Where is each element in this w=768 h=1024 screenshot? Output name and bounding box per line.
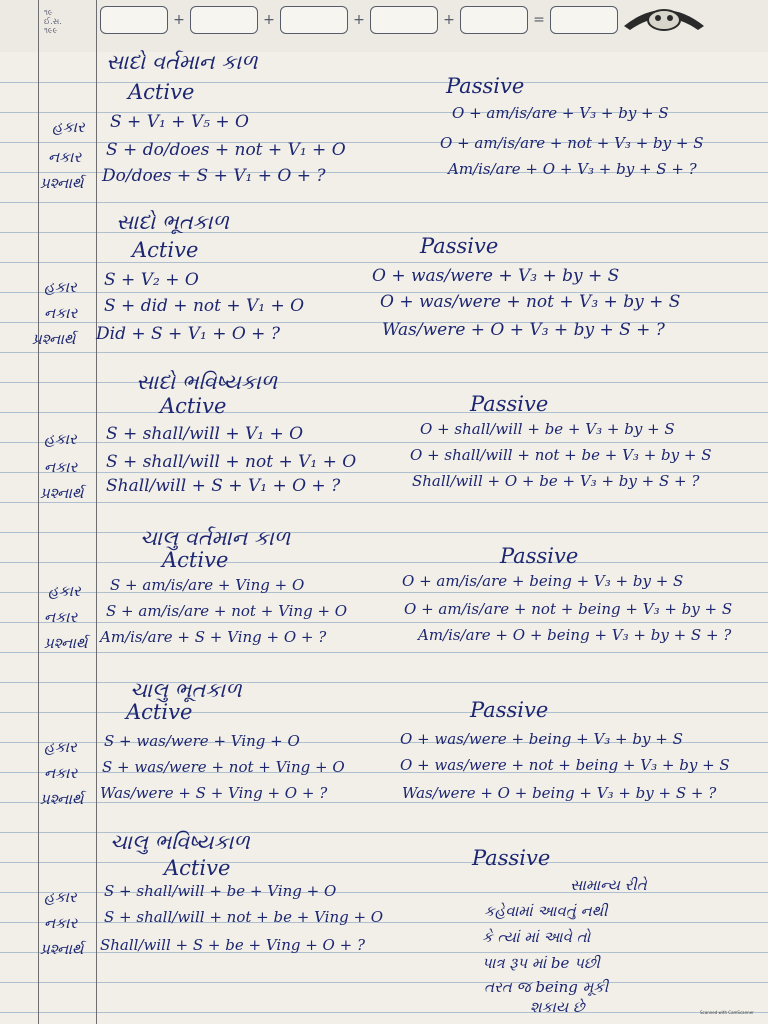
row-label: હકાર	[48, 582, 81, 600]
plus-sign: +	[443, 12, 455, 28]
section-title: સાદો વર્તમાન કાળ	[106, 50, 258, 74]
plus-sign: +	[353, 12, 365, 28]
passive-formula: O + am/is/are + V₃ + by + S	[452, 104, 669, 122]
active-formula: S + do/does + not + V₁ + O	[106, 140, 346, 160]
passive-formula: Was/were + O + being + V₃ + by + S + ?	[402, 784, 717, 802]
scanner-caption: Scanned with CamScanner	[700, 1010, 754, 1015]
active-formula: S + am/is/are + not + Ving + O	[106, 602, 348, 620]
passive-heading: Passive	[420, 234, 499, 258]
row-label: નકાર	[44, 608, 78, 626]
row-label: હકાર	[44, 888, 77, 906]
passive-formula: Am/is/are + O + being + V₃ + by + S + ?	[418, 626, 732, 644]
active-formula: S + V₁ + V₅ + O	[110, 112, 249, 132]
passive-formula: O + am/is/are + not + V₃ + by + S	[440, 134, 704, 152]
corner-mark: ૧૯ ઈ.સ. ૧૯૯	[44, 8, 62, 35]
active-heading: Active	[160, 394, 227, 418]
active-heading: Active	[128, 80, 195, 104]
margin-line-outer	[38, 0, 39, 1024]
header-box	[460, 6, 528, 34]
active-formula: S + shall/will + not + V₁ + O	[106, 452, 357, 472]
header-box	[550, 6, 618, 34]
row-label: પ્રશ્નાર્થ	[44, 634, 88, 652]
row-label: નકાર	[44, 914, 78, 932]
header-box-row	[100, 6, 618, 34]
active-formula: S + V₂ + O	[104, 270, 199, 290]
note-line: કહેવામાં આવતું નથી	[484, 902, 608, 920]
equals-sign: =	[533, 12, 545, 28]
active-formula: S + was/were + Ving + O	[104, 732, 300, 750]
note-line: સામાન્ય રીતે	[570, 876, 647, 894]
section-title: સાદો ભૂતકાળ	[116, 210, 229, 234]
active-formula: S + shall/will + not + be + Ving + O	[104, 908, 384, 926]
row-label: પ્રશ્નાર્થ	[40, 484, 84, 502]
passive-formula: Was/were + O + V₃ + by + S + ?	[382, 320, 665, 340]
header-box	[280, 6, 348, 34]
passive-heading: Passive	[446, 74, 525, 98]
section-title: ચાલુ ભવિષ્યકાળ	[110, 830, 250, 854]
row-label: પ્રશ્નાર્થ	[40, 174, 84, 192]
passive-heading: Passive	[470, 698, 549, 722]
row-label: હકાર	[44, 430, 77, 448]
header-box	[190, 6, 258, 34]
header-box	[100, 6, 168, 34]
margin-line-inner	[96, 0, 97, 1024]
passive-formula: O + was/were + not + being + V₃ + by + S	[400, 756, 730, 774]
active-formula: Shall/will + S + V₁ + O + ?	[106, 476, 341, 496]
active-formula: Do/does + S + V₁ + O + ?	[102, 166, 326, 186]
active-formula: S + shall/will + be + Ving + O	[104, 882, 337, 900]
passive-formula: O + am/is/are + not + being + V₃ + by + S	[404, 600, 733, 618]
row-label: પ્રશ્નાર્થ	[32, 330, 76, 348]
passive-formula: O + was/were + being + V₃ + by + S	[400, 730, 683, 748]
passive-formula: O + was/were + V₃ + by + S	[372, 266, 620, 286]
section-title: સાદો ભવિષ્યકાળ	[136, 370, 278, 394]
active-heading: Active	[162, 548, 229, 572]
passive-formula: O + am/is/are + being + V₃ + by + S	[402, 572, 684, 590]
active-heading: Active	[164, 856, 231, 880]
active-formula: Shall/will + S + be + Ving + O + ?	[100, 936, 366, 954]
row-label: પ્રશ્નાર્થ	[40, 940, 84, 958]
passive-formula: Am/is/are + O + V₃ + by + S + ?	[448, 160, 697, 178]
active-formula: S + am/is/are + Ving + O	[110, 576, 305, 594]
active-formula: Did + S + V₁ + O + ?	[96, 324, 280, 344]
section-title: ચાલુ વર્તમાન કાળ	[140, 526, 291, 550]
note-line: શકાય છે	[530, 998, 585, 1016]
note-line: તરત જ being મૂકી	[484, 978, 609, 996]
row-label: હકાર	[52, 118, 85, 136]
row-label: નકાર	[44, 764, 78, 782]
section-title: ચાલુ ભૂતકાળ	[130, 678, 242, 702]
passive-formula: Shall/will + O + be + V₃ + by + S + ?	[412, 472, 700, 490]
active-formula: S + did + not + V₁ + O	[104, 296, 305, 316]
active-formula: Was/were + S + Ving + O + ?	[100, 784, 328, 802]
notebook-brand-logo-icon	[620, 0, 708, 34]
row-label: નકાર	[44, 304, 78, 322]
active-formula: Am/is/are + S + Ving + O + ?	[100, 628, 327, 646]
header-box	[370, 6, 438, 34]
row-label: નકાર	[44, 458, 78, 476]
active-formula: S + was/were + not + Ving + O	[102, 758, 345, 776]
plus-sign: +	[263, 12, 275, 28]
note-line: કે ત્યાં માં આવે તો	[482, 928, 591, 946]
passive-formula: O + was/were + not + V₃ + by + S	[380, 292, 681, 312]
row-label: હકાર	[44, 278, 77, 296]
active-formula: S + shall/will + V₁ + O	[106, 424, 304, 444]
passive-heading: Passive	[472, 846, 551, 870]
note-line: પાત્ર રૂપ માં be પછી	[482, 954, 600, 972]
passive-heading: Passive	[500, 544, 579, 568]
row-label: નકાર	[48, 148, 82, 166]
row-label: પ્રશ્નાર્થ	[40, 790, 84, 808]
plus-sign: +	[173, 12, 185, 28]
passive-formula: O + shall/will + be + V₃ + by + S	[420, 420, 675, 438]
active-heading: Active	[132, 238, 199, 262]
passive-heading: Passive	[470, 392, 549, 416]
passive-formula: O + shall/will + not + be + V₃ + by + S	[410, 446, 712, 464]
active-heading: Active	[126, 700, 193, 724]
row-label: હકાર	[44, 738, 77, 756]
